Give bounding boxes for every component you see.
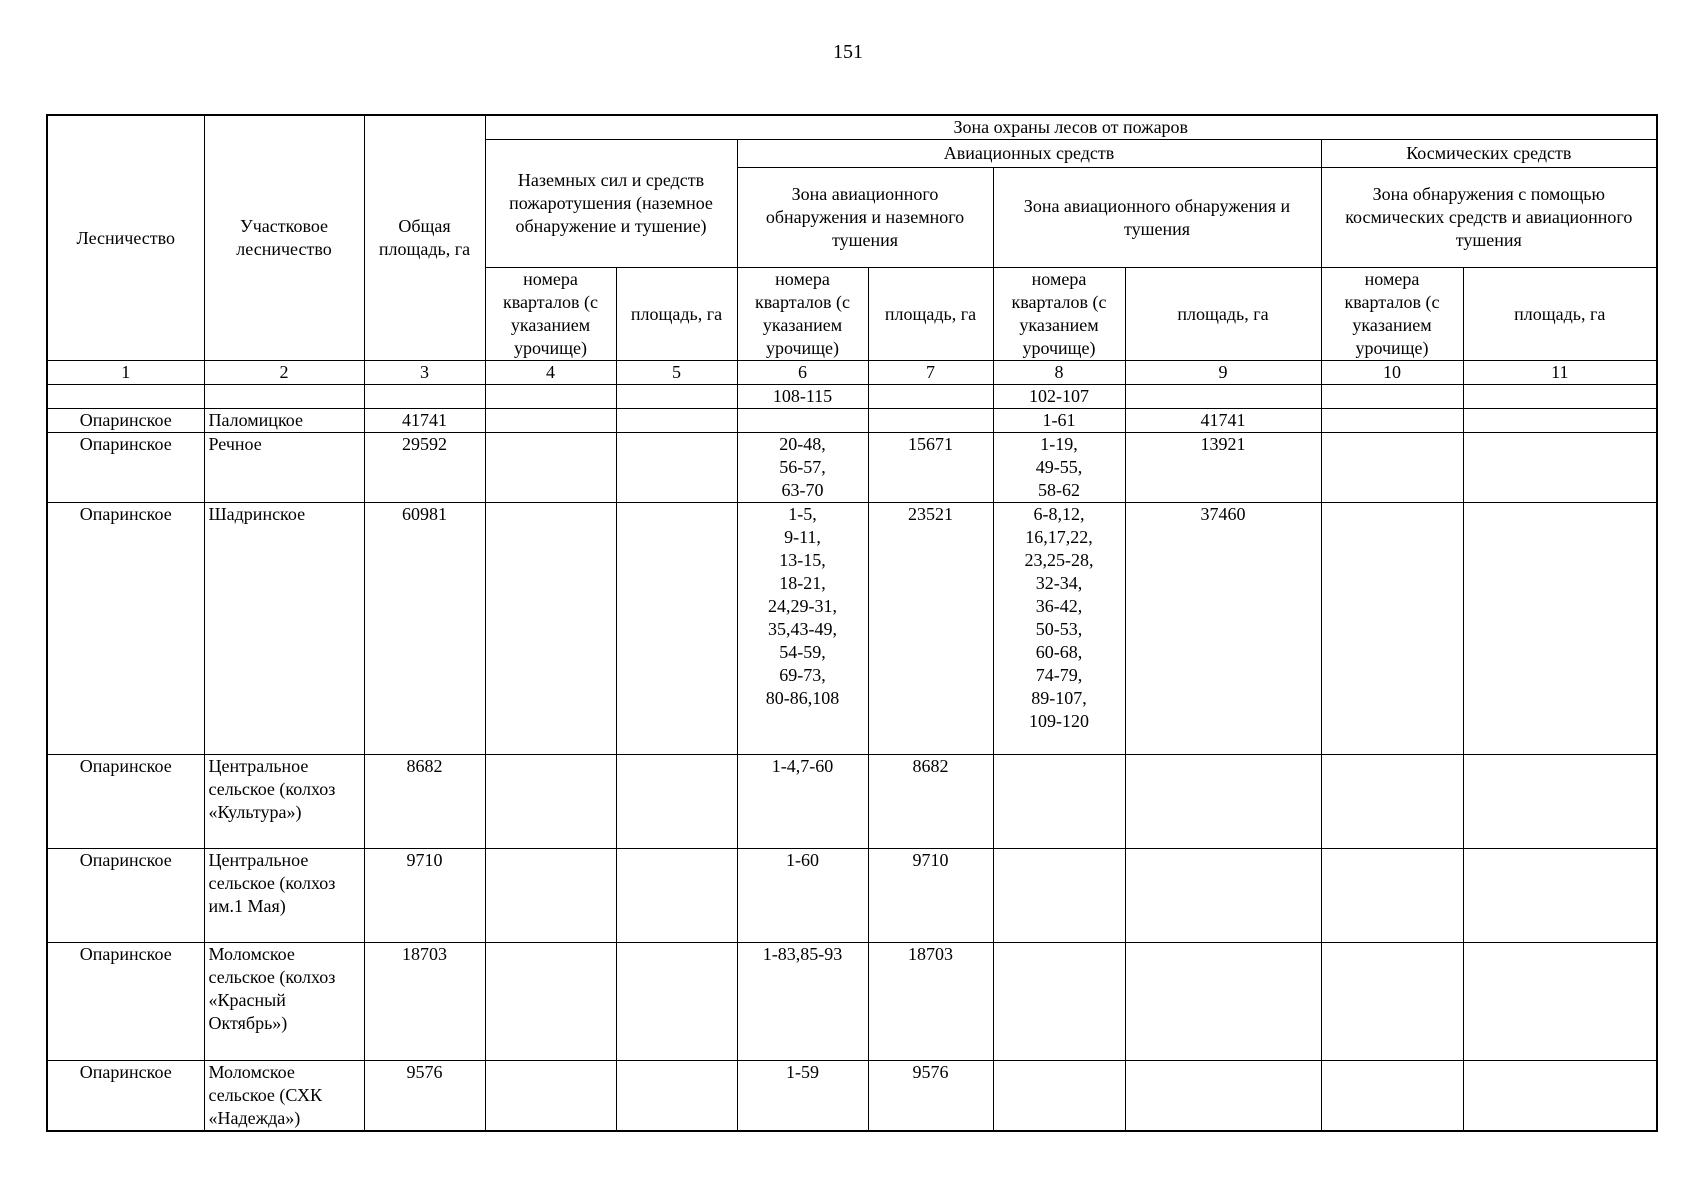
cell-col-5 (616, 433, 737, 503)
cell-col-11 (1463, 433, 1657, 503)
table-row (47, 385, 1657, 409)
cell-col-7: 9710 (868, 849, 993, 943)
table-body (47, 361, 1657, 1132)
table-row (47, 849, 1657, 943)
cell-col-11 (1463, 385, 1657, 409)
cell-col-10 (1321, 433, 1463, 503)
cell-col-1: Опаринское (47, 503, 204, 755)
cell-col-3: 60981 (364, 503, 485, 755)
cell-col-3 (364, 385, 485, 409)
cell-col-3: 29592 (364, 433, 485, 503)
cell-col-9 (1125, 755, 1321, 849)
cell-col-1: Опаринское (47, 943, 204, 1061)
cell-col-6: 1-5, 9-11, 13-15, 18-21, 24,29-31, 35,43-49, 54-59, 69-73, 80-86,108 (737, 503, 868, 755)
header-aviation-detection-ground: Зона авиационного обнаружения и наземного тушения (737, 168, 993, 268)
header-quarters-ground: номера кварталов (с указанием урочище) (485, 268, 616, 361)
table-row (47, 409, 1657, 433)
cell-col-9: 13921 (1125, 433, 1321, 503)
column-number: 11 (1463, 361, 1657, 385)
cell-col-11 (1463, 409, 1657, 433)
cell-col-5 (616, 503, 737, 755)
cell-col-4 (485, 503, 616, 755)
header-quarters-avia-ground: номера кварталов (с указанием урочище) (737, 268, 868, 361)
cell-col-10 (1321, 849, 1463, 943)
table-row (47, 433, 1657, 503)
cell-col-9: 41741 (1125, 409, 1321, 433)
column-number: 1 (47, 361, 204, 385)
cell-col-10 (1321, 385, 1463, 409)
column-number: 5 (616, 361, 737, 385)
cell-col-2: Центральное сельское (колхоз «Культура») (204, 755, 364, 849)
cell-col-5 (616, 1061, 737, 1132)
cell-col-6: 1-83,85-93 (737, 943, 868, 1061)
cell-col-1 (47, 385, 204, 409)
cell-col-2: Моломское сельское (колхоз «Красный Октябрь») (204, 943, 364, 1061)
cell-col-6 (737, 409, 868, 433)
cell-col-2: Речное (204, 433, 364, 503)
cell-col-7: 9576 (868, 1061, 993, 1132)
table-row (47, 755, 1657, 849)
cell-col-5 (616, 385, 737, 409)
cell-col-10 (1321, 755, 1463, 849)
table-row (47, 503, 1657, 755)
cell-col-6: 1-59 (737, 1061, 868, 1132)
forest-protection-zones-table (46, 114, 1658, 1132)
cell-col-7 (868, 409, 993, 433)
header-area-space: площадь, га (1463, 268, 1657, 361)
cell-col-11 (1463, 755, 1657, 849)
column-number: 3 (364, 361, 485, 385)
cell-col-10 (1321, 943, 1463, 1061)
cell-col-7: 8682 (868, 755, 993, 849)
cell-col-11 (1463, 503, 1657, 755)
cell-col-3: 8682 (364, 755, 485, 849)
cell-col-4 (485, 433, 616, 503)
cell-col-9 (1125, 1061, 1321, 1132)
cell-col-7: 15671 (868, 433, 993, 503)
header-ground-forces: Наземных сил и средств пожаротушения (наземное обнаружение и тушение) (485, 140, 737, 268)
cell-col-8: 1-19, 49-55, 58-62 (993, 433, 1125, 503)
cell-col-1: Опаринское (47, 755, 204, 849)
column-numbers-row (47, 361, 1657, 385)
cell-col-7: 23521 (868, 503, 993, 755)
cell-col-8 (993, 755, 1125, 849)
cell-col-8 (993, 849, 1125, 943)
table-row (47, 943, 1657, 1061)
header-area-ground: площадь, га (616, 268, 737, 361)
header-fire-protection-zone: Зона охраны лесов от пожаров (485, 115, 1657, 140)
cell-col-4 (485, 943, 616, 1061)
cell-col-8: 102-107 (993, 385, 1125, 409)
cell-col-5 (616, 755, 737, 849)
cell-col-8: 6-8,12, 16,17,22, 23,25-28, 32-34, 36-42, 50-53, 60-68, 74-79, 89-107, 109-120 (993, 503, 1125, 755)
cell-col-6: 108-115 (737, 385, 868, 409)
column-number: 4 (485, 361, 616, 385)
cell-col-11 (1463, 943, 1657, 1061)
cell-col-2: Центральное сельское (колхоз им.1 Мая) (204, 849, 364, 943)
cell-col-3: 18703 (364, 943, 485, 1061)
header-total-area: Общая площадь, га (364, 115, 485, 361)
column-number: 2 (204, 361, 364, 385)
cell-col-1: Опаринское (47, 409, 204, 433)
cell-col-6: 20-48, 56-57, 63-70 (737, 433, 868, 503)
cell-col-5 (616, 849, 737, 943)
cell-col-9: 37460 (1125, 503, 1321, 755)
cell-col-7 (868, 385, 993, 409)
column-number: 10 (1321, 361, 1463, 385)
page-number: 151 (833, 41, 863, 63)
header-aviation: Авиационных средств (737, 140, 1321, 168)
cell-col-10 (1321, 1061, 1463, 1132)
header-forestry: Лесничество (47, 115, 204, 361)
cell-col-8: 1-61 (993, 409, 1125, 433)
column-number: 9 (1125, 361, 1321, 385)
cell-col-3: 41741 (364, 409, 485, 433)
cell-col-4 (485, 849, 616, 943)
cell-col-9 (1125, 943, 1321, 1061)
cell-col-1: Опаринское (47, 433, 204, 503)
cell-col-4 (485, 1061, 616, 1132)
cell-col-4 (485, 755, 616, 849)
cell-col-1: Опаринское (47, 1061, 204, 1132)
column-number: 6 (737, 361, 868, 385)
cell-col-10 (1321, 409, 1463, 433)
cell-col-5 (616, 409, 737, 433)
cell-col-11 (1463, 849, 1657, 943)
cell-col-4 (485, 409, 616, 433)
cell-col-11 (1463, 1061, 1657, 1132)
cell-col-2: Паломицкое (204, 409, 364, 433)
header-area-avia: площадь, га (1125, 268, 1321, 361)
header-district-forestry: Участковое лесничество (204, 115, 364, 361)
cell-col-3: 9710 (364, 849, 485, 943)
header-area-avia-ground: площадь, га (868, 268, 993, 361)
header-quarters-space: номера кварталов (с указанием урочище) (1321, 268, 1463, 361)
cell-col-10 (1321, 503, 1463, 755)
cell-col-9 (1125, 385, 1321, 409)
cell-col-4 (485, 385, 616, 409)
cell-col-6: 1-60 (737, 849, 868, 943)
cell-col-9 (1125, 849, 1321, 943)
cell-col-1: Опаринское (47, 849, 204, 943)
table-row (47, 1061, 1657, 1132)
cell-col-7: 18703 (868, 943, 993, 1061)
header-space: Космических средств (1321, 140, 1657, 168)
cell-col-2: Моломское сельское (СХК «Надежда») (204, 1061, 364, 1132)
cell-col-8 (993, 943, 1125, 1061)
cell-col-2 (204, 385, 364, 409)
cell-col-3: 9576 (364, 1061, 485, 1132)
column-number: 8 (993, 361, 1125, 385)
cell-col-5 (616, 943, 737, 1061)
column-number: 7 (868, 361, 993, 385)
cell-col-2: Шадринское (204, 503, 364, 755)
header-aviation-detection-aviation: Зона авиационного обнаружения и тушения (993, 168, 1321, 268)
cell-col-6: 1-4,7-60 (737, 755, 868, 849)
header-space-detection: Зона обнаружения с помощью космических средств и авиационного тушения (1321, 168, 1657, 268)
cell-col-8 (993, 1061, 1125, 1132)
header-quarters-avia: номера кварталов (с указанием урочище) (993, 268, 1125, 361)
